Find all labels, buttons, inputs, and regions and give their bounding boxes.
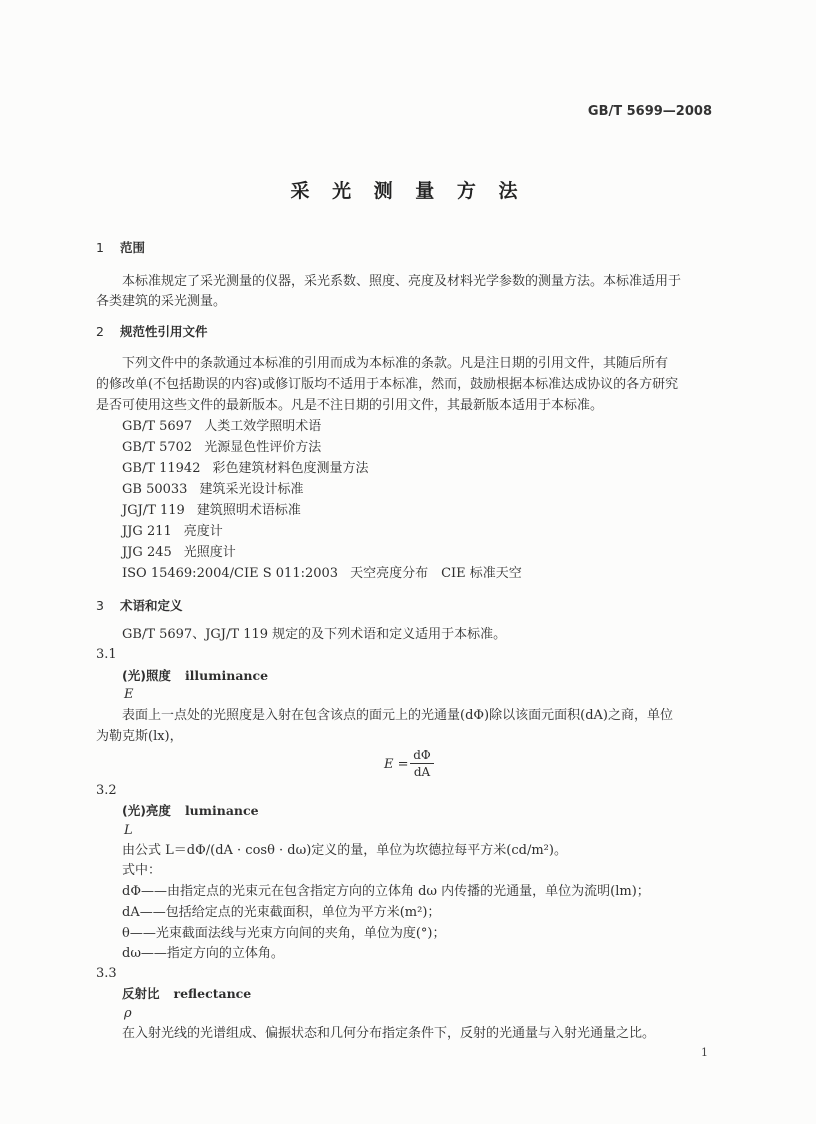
term-english: reflectance [173, 986, 252, 1001]
term-chinese: 反射比 [122, 986, 160, 1001]
reference-item [122, 419, 321, 435]
reference-item [122, 440, 321, 456]
section-title: 规范性引用文件 [120, 324, 208, 339]
variable-definition: dω——指定方向的立体角。 [122, 946, 284, 961]
term-english: luminance [184, 803, 259, 818]
reference-code: GB/T 5702 [122, 440, 193, 455]
section-2-paragraph-line-2: 的修改单(不包括勘误的内容)或修订版均不适用于本标准，然而，鼓励根据本标准达成协议的各方研究 [96, 377, 679, 392]
reference-title: 彩色建筑材料色度测量方法 [212, 461, 369, 476]
section-title: 术语和定义 [120, 598, 183, 613]
term-heading [122, 668, 268, 684]
reference-item [122, 566, 522, 582]
term-number: 3.2 [96, 783, 117, 798]
variable-definition: θ——光束截面法线与光束方向间的夹角，单位为度(°)； [122, 926, 446, 941]
term-heading [122, 803, 259, 819]
term-symbol: ρ [124, 1006, 132, 1021]
reference-code: GB 50033 [122, 482, 188, 497]
variable-definition: dΦ——由指定点的光束元在包含指定方向的立体角 dω 内传播的光通量，单位为流明(lm)； [122, 884, 650, 899]
reference-code: GB/T 11942 [122, 461, 201, 476]
section-1-heading [96, 240, 145, 256]
section-number: 1 [96, 240, 104, 255]
reference-item [122, 482, 303, 498]
reference-title: 建筑照明术语标准 [196, 503, 301, 518]
formula-fraction [410, 748, 434, 779]
reference-title: 亮度计 [183, 524, 223, 539]
page-number: 1 [701, 1046, 708, 1059]
term-heading [122, 986, 251, 1002]
formula-lhs: E = [384, 757, 409, 772]
fraction-bar [410, 763, 434, 764]
term-english: illuminance [184, 668, 269, 683]
reference-code: JGJ/T 119 [122, 503, 185, 518]
section-3-heading [96, 598, 183, 614]
section-number: 2 [96, 324, 104, 339]
reference-item [122, 461, 369, 477]
reference-code: GB/T 5697 [122, 419, 193, 434]
section-1-paragraph-line-1: 本标准规定了采光测量的仪器，采光系数、照度、亮度及材料光学参数的测量方法。本标准适用于 [122, 274, 682, 289]
reference-code: JJG 211 [122, 524, 172, 539]
term-number: 3.1 [96, 647, 117, 662]
section-3-intro: GB/T 5697、JGJ/T 119 规定的及下列术语和定义适用于本标准。 [122, 627, 507, 642]
term-definition-line-2: 为勒克斯(lx)， [96, 729, 183, 744]
reference-title: 天空亮度分布 CIE 标准天空 [350, 566, 522, 581]
variable-definition: dA——包括给定点的光束截面积，单位为平方米(m²)； [122, 905, 441, 920]
formula-denominator: dA [413, 765, 431, 779]
section-2-heading [96, 324, 208, 340]
term-symbol: E [124, 687, 134, 702]
reference-code: JJG 245 [122, 545, 172, 560]
formula-numerator: dΦ [413, 748, 431, 762]
section-2-paragraph-line-1: 下列文件中的条款通过本标准的引用而成为本标准的条款。凡是注日期的引用文件，其随后所有 [122, 356, 669, 371]
reference-code: ISO 15469:2004/CIE S 011:2003 [122, 566, 339, 581]
document-title: 采 光 测 量 方 法 [290, 180, 526, 202]
term-symbol: L [124, 823, 133, 838]
section-number: 3 [96, 598, 104, 613]
where-label: 式中： [122, 863, 162, 878]
reference-item [122, 503, 301, 519]
standard-code: GB/T 5699—2008 [587, 104, 712, 119]
reference-title: 人类工效学照明术语 [204, 419, 322, 434]
reference-item [122, 524, 223, 540]
term-chinese: (光)照度 [122, 668, 171, 683]
reference-title: 光源显色性评价方法 [204, 440, 322, 455]
reference-title: 光照度计 [183, 545, 236, 560]
term-chinese: (光)亮度 [122, 803, 171, 818]
term-definition-line-1: 由公式 L＝dΦ/(dA · cosθ · dω)定义的量，单位为坎德拉每平方米(cd/m²)。 [122, 843, 567, 858]
term-number: 3.3 [96, 966, 117, 981]
section-title: 范围 [120, 240, 146, 255]
section-2-paragraph-line-3: 是否可使用这些文件的最新版本。凡是不注日期的引用文件，其最新版本适用于本标准。 [96, 398, 604, 413]
term-definition-line-1: 在入射光线的光谱组成、偏振状态和几何分布指定条件下，反射的光通量与入射光通量之比。 [122, 1026, 656, 1041]
section-1-paragraph-line-2: 各类建筑的采光测量。 [96, 294, 227, 309]
reference-item [122, 545, 236, 561]
term-definition-line-1: 表面上一点处的光照度是入射在包含该点的面元上的光通量(dΦ)除以该面元面积(dA)之商，单位 [122, 708, 673, 723]
reference-title: 建筑采光设计标准 [199, 482, 304, 497]
